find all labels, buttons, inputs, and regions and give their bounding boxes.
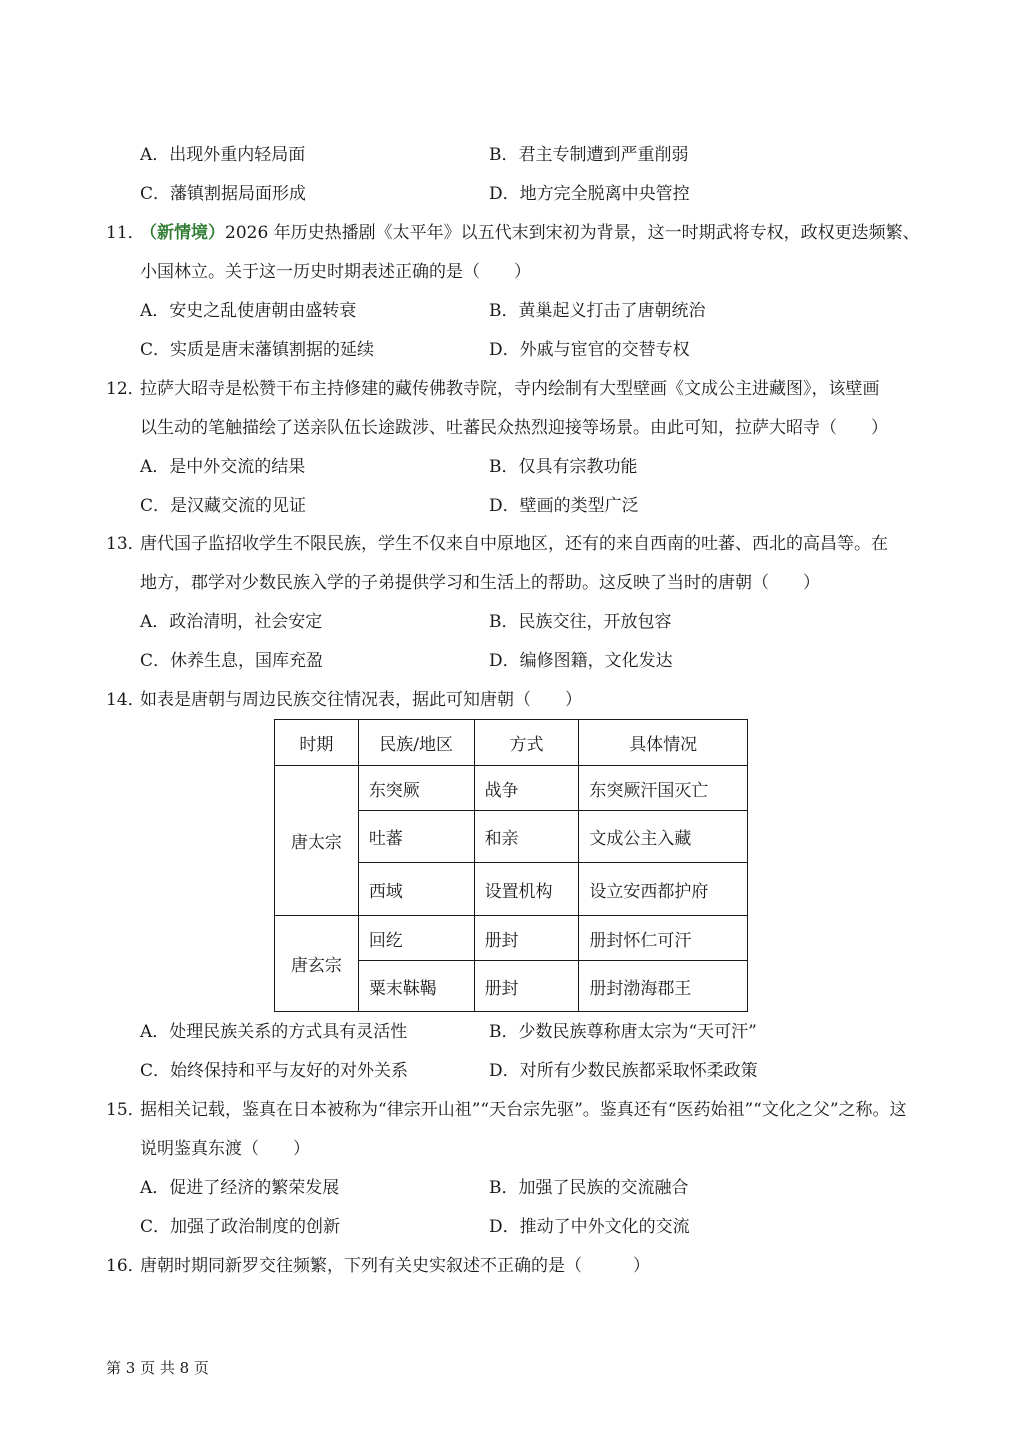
q13-option-a: A．政治清明，社会安定	[140, 612, 323, 632]
table-cell: 吐蕃	[358, 811, 474, 863]
q10-option-c: C．藩镇割据局面形成	[140, 184, 307, 204]
q14-option-c: C．始终保持和平与友好的对外关系	[140, 1061, 409, 1081]
q10-option-b: B．君主专制遭到严重削弱	[489, 145, 689, 165]
new-context-tag: （新情境）	[140, 223, 225, 243]
q14-option-a: A．处理民族关系的方式具有灵活性	[140, 1022, 408, 1042]
q15-number: 15．	[106, 1100, 145, 1120]
q13-option-c: C．休养生息，国库充盈	[140, 651, 324, 671]
table-cell: 粟末靺鞨	[358, 961, 474, 1012]
page-footer: 第 3 页 共 8 页	[106, 1359, 209, 1377]
table-cell: 册封渤海郡王	[579, 961, 748, 1012]
table-header: 具体情况	[579, 720, 748, 766]
q13-option-b: B．民族交往，开放包容	[489, 612, 672, 632]
table-cell: 册封怀仁可汗	[579, 916, 748, 961]
table-cell: 文成公主入藏	[579, 811, 748, 863]
period-cell: 唐玄宗	[275, 916, 359, 1012]
q11-option-d: D．外戚与宦官的交替专权	[489, 340, 690, 360]
table-cell: 战争	[474, 766, 579, 811]
q11-stem-line1	[140, 221, 920, 245]
table-cell: 设立安西都护府	[579, 863, 748, 916]
table-cell: 设置机构	[474, 863, 579, 916]
q13-number: 13．	[106, 534, 145, 554]
q12-number: 12．	[106, 379, 145, 399]
table-row	[275, 766, 748, 811]
table-header: 时期	[275, 720, 359, 766]
period-cell: 唐太宗	[275, 766, 359, 916]
table-row	[275, 916, 748, 961]
q13-stem-line2: 地方，郡学对少数民族入学的子弟提供学习和生活上的帮助。这反映了当时的唐朝（ ）	[140, 573, 820, 593]
table-cell: 册封	[474, 916, 579, 961]
q11-option-c: C．实质是唐末藩镇割据的延续	[140, 340, 375, 360]
q13-stem-line1: 唐代国子监招收学生不限民族，学生不仅来自中原地区，还有的来自西南的吐蕃、西北的高昌等。在	[140, 534, 888, 554]
table-cell: 西域	[358, 863, 474, 916]
q16-stem: 唐朝时期同新罗交往频繁，下列有关史实叙述不正确的是（ ）	[140, 1256, 650, 1276]
table-cell: 回纥	[358, 916, 474, 961]
q15-option-d: D．推动了中外文化的交流	[489, 1217, 690, 1237]
q11-number: 11．	[106, 223, 145, 243]
q10-option-a: A．出现外重内轻局面	[140, 145, 306, 165]
q12-stem-line2: 以生动的笔触描绘了送亲队伍长途跋涉、吐蕃民众热烈迎接等场景。由此可知，拉萨大昭寺（ ）	[140, 418, 888, 438]
q15-option-b: B．加强了民族的交流融合	[489, 1178, 689, 1198]
q11-option-b: B．黄巢起义打击了唐朝统治	[489, 301, 706, 321]
q12-option-c: C．是汉藏交流的见证	[140, 496, 307, 516]
q11-option-a: A．安史之乱使唐朝由盛转衰	[140, 301, 357, 321]
q12-option-a: A．是中外交流的结果	[140, 457, 306, 477]
q11-stem-text: 2026 年历史热播剧《太平年》以五代末到宋初为背景，这一时期武将专权，政权更迭频繁、	[225, 223, 920, 243]
q15-option-c: C．加强了政治制度的创新	[140, 1217, 341, 1237]
table-header-row	[275, 720, 748, 766]
q15-option-a: A．促进了经济的繁荣发展	[140, 1178, 340, 1198]
table-cell: 和亲	[474, 811, 579, 863]
q10-option-d: D．地方完全脱离中央管控	[489, 184, 690, 204]
ethnic-relations-table	[274, 719, 748, 1012]
table-cell: 东突厥	[358, 766, 474, 811]
q14-option-d: D．对所有少数民族都采取怀柔政策	[489, 1061, 758, 1081]
q12-option-d: D．壁画的类型广泛	[489, 496, 639, 516]
q16-number: 16．	[106, 1256, 145, 1276]
q13-option-d: D．编修图籍，文化发达	[489, 651, 673, 671]
q12-option-b: B．仅具有宗教功能	[489, 457, 638, 477]
table-header: 方式	[474, 720, 579, 766]
q15-stem-line2: 说明鉴真东渡（ ）	[140, 1139, 310, 1159]
q12-stem-line1: 拉萨大昭寺是松赞干布主持修建的藏传佛教寺院，寺内绘制有大型壁画《文成公主进藏图》，该壁画	[140, 379, 880, 399]
q14-number: 14．	[106, 690, 145, 710]
table-header: 民族/地区	[358, 720, 474, 766]
table-cell: 册封	[474, 961, 579, 1012]
q15-stem-line1: 据相关记载，鉴真在日本被称为“律宗开山祖”“天台宗先驱”。鉴真还有“医药始祖”“文化之父”之称。这	[140, 1100, 907, 1120]
q14-stem: 如表是唐朝与周边民族交往情况表，据此可知唐朝（ ）	[140, 690, 582, 710]
q11-stem-line2: 小国林立。关于这一历史时期表述正确的是（ ）	[140, 262, 531, 282]
q14-option-b: B．少数民族尊称唐太宗为“天可汗”	[489, 1022, 757, 1042]
table-cell: 东突厥汗国灭亡	[579, 766, 748, 811]
